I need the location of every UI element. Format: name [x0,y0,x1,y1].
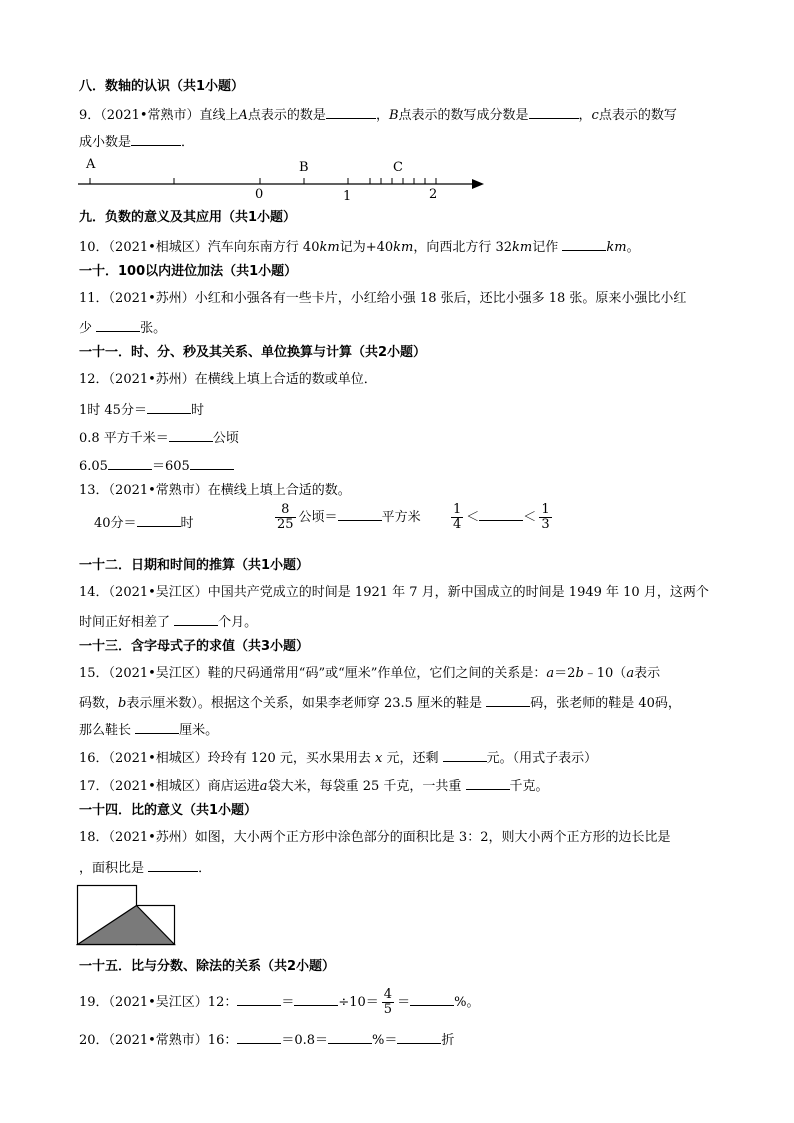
axis-tick-1: 1 [343,189,352,202]
number-line [70,152,490,202]
question-18-line2: ，面积比是 ． [79,857,211,878]
fraction: $\frac{8}{25}$ [277,502,294,532]
answer-blank[interactable] [137,512,181,527]
answer-blank[interactable] [529,104,579,119]
question-13-part-c: $\frac{1}{4}$ ＜ ＜ $\frac{1}{3}$ [453,502,550,532]
section-9-title: 九．负数的意义及其应用（共1小题） [79,210,297,225]
question-15-line2: 码数，b表示厘米数）。根据这个关系，如果李老师穿 23.5 厘米的鞋是 码，张老师的鞋是 40码， [79,692,681,713]
answer-blank[interactable] [486,692,530,707]
question-13-part-a: 40分＝ 时 [94,512,194,533]
answer-blank[interactable] [397,1029,441,1044]
answer-blank[interactable] [96,317,140,332]
question-11: 11．（2021•苏州）小红和小强各有一些卡片，小红给小强 18 张后，还比小强多 18 张。原来小强比小红 [79,291,687,306]
question-11-line2: 少 张。 [79,317,166,338]
answer-blank[interactable] [410,991,454,1006]
section-15-title: 一十五．比与分数、除法的关系（共2小题） [79,959,336,974]
question-12-row-1: 1时 45分＝ 时 [79,399,204,420]
question-18: 18．（2021•苏州）如图，大小两个正方形中涂色部分的面积比是 3：2，则大小两个正方形的边长比是 [79,830,671,845]
section-12-title: 一十二．日期和时间的推算（共1小题） [79,558,310,573]
question-10: 10．（2021•相城区）汽车向东南方行 40km记为+40km，向西北方行 32km记作 km。 [79,236,640,257]
section-8-title: 八．数轴的认识（共1小题） [79,79,245,94]
question-13-part-b: $\frac{8}{25}$ 公顷＝ 平方米 [277,502,421,532]
answer-blank[interactable] [147,399,191,414]
answer-blank[interactable] [169,427,213,442]
answer-blank[interactable] [338,506,382,521]
question-17: 17．（2021•相城区）商店运进a袋大米，每袋重 25 千克，一共重 千克。 [79,775,549,796]
answer-blank[interactable] [237,991,281,1006]
answer-blank[interactable] [326,104,376,119]
answer-blank[interactable] [294,991,338,1006]
question-9: 9．（2021•常熟市）直线上A点表示的数是 ，B点表示的数写成分数是 ，c点表示的数写 [79,104,677,125]
answer-blank[interactable] [190,455,234,470]
question-16: 16．（2021•相城区）玲玲有 120 元，买水果用去 x 元，还剩 元。（用式子表示） [79,747,597,768]
answer-blank[interactable] [466,775,510,790]
answer-blank[interactable] [562,236,606,251]
question-14-line2: 时间正好相差了 个月。 [79,611,257,632]
answer-blank[interactable] [479,506,523,521]
section-11-title: 一十一．时、分、秒及其关系、单位换算与计算（共2小题） [79,345,427,360]
question-19: 19．（2021•吴江区）12： ＝ ÷10＝ $\frac{4}{5}$ ＝ %。 [79,987,480,1017]
axis-tick-2: 2 [429,187,438,202]
axis-tick-0: 0 [255,187,264,202]
question-12: 12．（2021•苏州）在横线上填上合适的数或单位． [79,372,377,387]
question-15: 15．（2021•吴江区）鞋的尺码通常用“码”或“厘米”作单位，它们之间的关系是：a＝2b﹣10（a表示 [79,666,661,681]
shaded-triangle [78,906,175,945]
answer-blank[interactable] [131,131,181,146]
section-10-title: 一十．100以内进位加法（共1小题） [79,264,298,279]
axis-label-c: C [393,160,403,175]
axis-label-a: A [86,157,96,172]
question-14: 14．（2021•吴江区）中国共产党成立的时间是 1921 年 7 月，新中国成立的时间是 1949 年 10 月，这两个 [79,585,709,600]
question-13: 13．（2021•常熟市）在横线上填上合适的数。 [79,483,351,498]
fraction: $\frac{4}{5}$ [383,987,393,1017]
answer-blank[interactable] [443,747,487,762]
answer-blank[interactable] [148,857,198,872]
question-12-row-2: 0.8 平方千米＝ 公顷 [79,427,239,448]
section-14-title: 一十四．比的意义（共1小题） [79,803,258,818]
answer-blank[interactable] [135,719,179,734]
answer-blank[interactable] [174,611,218,626]
squares-figure [76,884,176,948]
fraction: $\frac{1}{4}$ [453,502,462,532]
question-20: 20．（2021•常熟市）16： ＝0.8＝ %＝ 折 [79,1029,454,1050]
fraction: $\frac{1}{3}$ [541,502,550,532]
answer-blank[interactable] [237,1029,281,1044]
question-12-row-3: 6.05 ＝605 [79,455,234,476]
answer-blank[interactable] [108,455,152,470]
axis-label-b: B [299,160,309,175]
question-15-line3: 那么鞋长 厘米。 [79,719,218,740]
section-13-title: 一十三．含字母式子的求值（共3小题） [79,639,310,654]
answer-blank[interactable] [328,1029,372,1044]
question-9-line2: 成小数是 ． [79,131,194,152]
